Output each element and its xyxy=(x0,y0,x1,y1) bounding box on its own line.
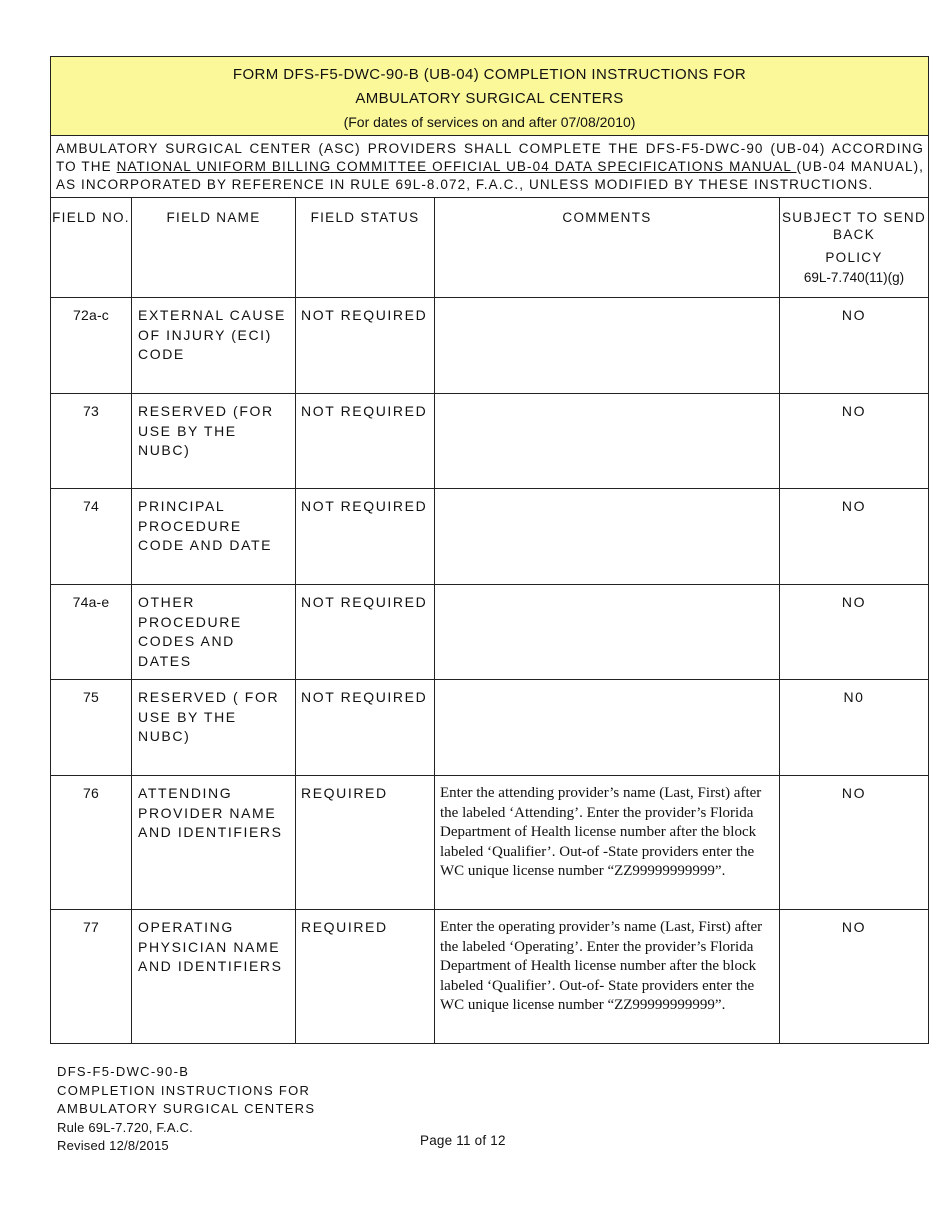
page-footer xyxy=(57,1063,315,1156)
field-no: 74a-e xyxy=(51,585,132,680)
field-comments xyxy=(435,298,780,394)
table-row xyxy=(51,910,929,1044)
table-row xyxy=(51,680,929,776)
field-name: OPERATING PHYSICIAN NAME AND IDENTIFIERS xyxy=(132,910,296,1044)
field-name: PRINCIPAL PROCEDURE CODE AND DATE xyxy=(132,489,296,585)
field-status: NOT REQUIRED xyxy=(296,298,435,394)
intro-text-2: (UB-04 MANUAL), AS INCORPORATED BY REFERENCE IN RULE 69L-8.072, F.A.C., UNLESS MODIFIED BY THESE INSTRUCTIONS. xyxy=(56,159,925,192)
field-comments xyxy=(435,680,780,776)
field-send-back: NO xyxy=(780,585,929,680)
field-name: EXTERNAL CAUSE OF INJURY (ECI) CODE xyxy=(132,298,296,394)
field-status: NOT REQUIRED xyxy=(296,489,435,585)
footer-line-2: COMPLETION INSTRUCTIONS FOR xyxy=(57,1082,311,1098)
title-line-1: FORM DFS-F5-DWC-90-B (UB-04) COMPLETION INSTRUCTIONS FOR xyxy=(232,66,747,83)
field-comments: Enter the attending provider’s name (Last, First) after the labeled ‘Attending’. Enter the provider’s Florida Department of Health license number after the block labeled ‘Qualifier’. Out-of -State providers enter the WC unique license number “ZZ99999999999”. xyxy=(435,776,780,910)
field-no: 72a-c xyxy=(51,298,132,394)
footer-rule: Rule 69L-7.720, F.A.C. xyxy=(57,1119,193,1135)
header-policy-rule: 69L-7.740(11)(g) xyxy=(803,270,905,285)
table-row xyxy=(51,394,929,489)
footer-line-3: AMBULATORY SURGICAL CENTERS xyxy=(57,1101,316,1116)
intro-manual-reference: NATIONAL UNIFORM BILLING COMMITTEE OFFICIAL UB-04 DATA SPECIFICATIONS MANUAL xyxy=(116,159,797,174)
field-status: NOT REQUIRED xyxy=(296,585,435,680)
field-status: REQUIRED xyxy=(296,910,435,1044)
field-comments: Enter the operating provider’s name (Last, First) after the labeled ‘Operating’. Enter the provider’s Florida Department of Health license number after the block labeled ‘Qualifier’. Out-of- State providers enter the WC unique license number “ZZ99999999999”. xyxy=(435,910,780,1044)
field-send-back: NO xyxy=(780,489,929,585)
header-field-status: FIELD STATUS xyxy=(296,198,435,298)
header-row xyxy=(51,198,929,298)
intro-text-1: AMBULATORY SURGICAL CENTER (ASC) PROVIDERS SHALL COMPLETE THE DFS-F5-DWC-90 (UB-04) ACCORDING TO THE xyxy=(56,141,925,174)
field-send-back: NO xyxy=(780,776,929,910)
field-comments xyxy=(435,489,780,585)
field-name: OTHER PROCEDURE CODES AND DATES xyxy=(132,585,296,680)
field-comments xyxy=(435,585,780,680)
title-line-2: AMBULATORY SURGICAL CENTERS xyxy=(355,90,624,107)
header-send-back-label: SUBJECT TO SEND BACK xyxy=(781,210,927,242)
completion-instructions-table xyxy=(50,56,929,1044)
field-no: 75 xyxy=(51,680,132,776)
footer-form-id: DFS-F5-DWC-90-B xyxy=(57,1064,190,1079)
field-name: ATTENDING PROVIDER NAME AND IDENTIFIERS xyxy=(132,776,296,910)
header-field-no: FIELD NO. xyxy=(51,198,132,298)
field-comments xyxy=(435,394,780,489)
field-status: NOT REQUIRED xyxy=(296,394,435,489)
field-status: NOT REQUIRED xyxy=(296,680,435,776)
title-line-3: (For dates of services on and after 07/08/2010) xyxy=(343,114,636,130)
field-status: REQUIRED xyxy=(296,776,435,910)
field-name: RESERVED ( FOR USE BY THE NUBC) xyxy=(132,680,296,776)
footer-revised: Revised 12/8/2015 xyxy=(57,1138,169,1153)
field-no: 73 xyxy=(51,394,132,489)
field-send-back: NO xyxy=(780,910,929,1044)
table-row xyxy=(51,489,929,585)
field-no: 77 xyxy=(51,910,132,1044)
field-send-back: NO xyxy=(780,298,929,394)
form-title xyxy=(51,57,929,136)
field-no: 74 xyxy=(51,489,132,585)
intro-paragraph xyxy=(51,136,929,198)
table-row xyxy=(51,298,929,394)
table-row xyxy=(51,776,929,910)
header-policy: POLICY xyxy=(825,250,883,265)
table-row xyxy=(51,585,929,680)
field-no: 76 xyxy=(51,776,132,910)
header-field-name: FIELD NAME xyxy=(132,198,296,298)
field-name: RESERVED (FOR USE BY THE NUBC) xyxy=(132,394,296,489)
page-number: Page 11 of 12 xyxy=(420,1133,506,1148)
field-send-back: N0 xyxy=(780,680,929,776)
header-send-back xyxy=(780,198,929,298)
header-comments: COMMENTS xyxy=(435,198,780,298)
field-send-back: NO xyxy=(780,394,929,489)
